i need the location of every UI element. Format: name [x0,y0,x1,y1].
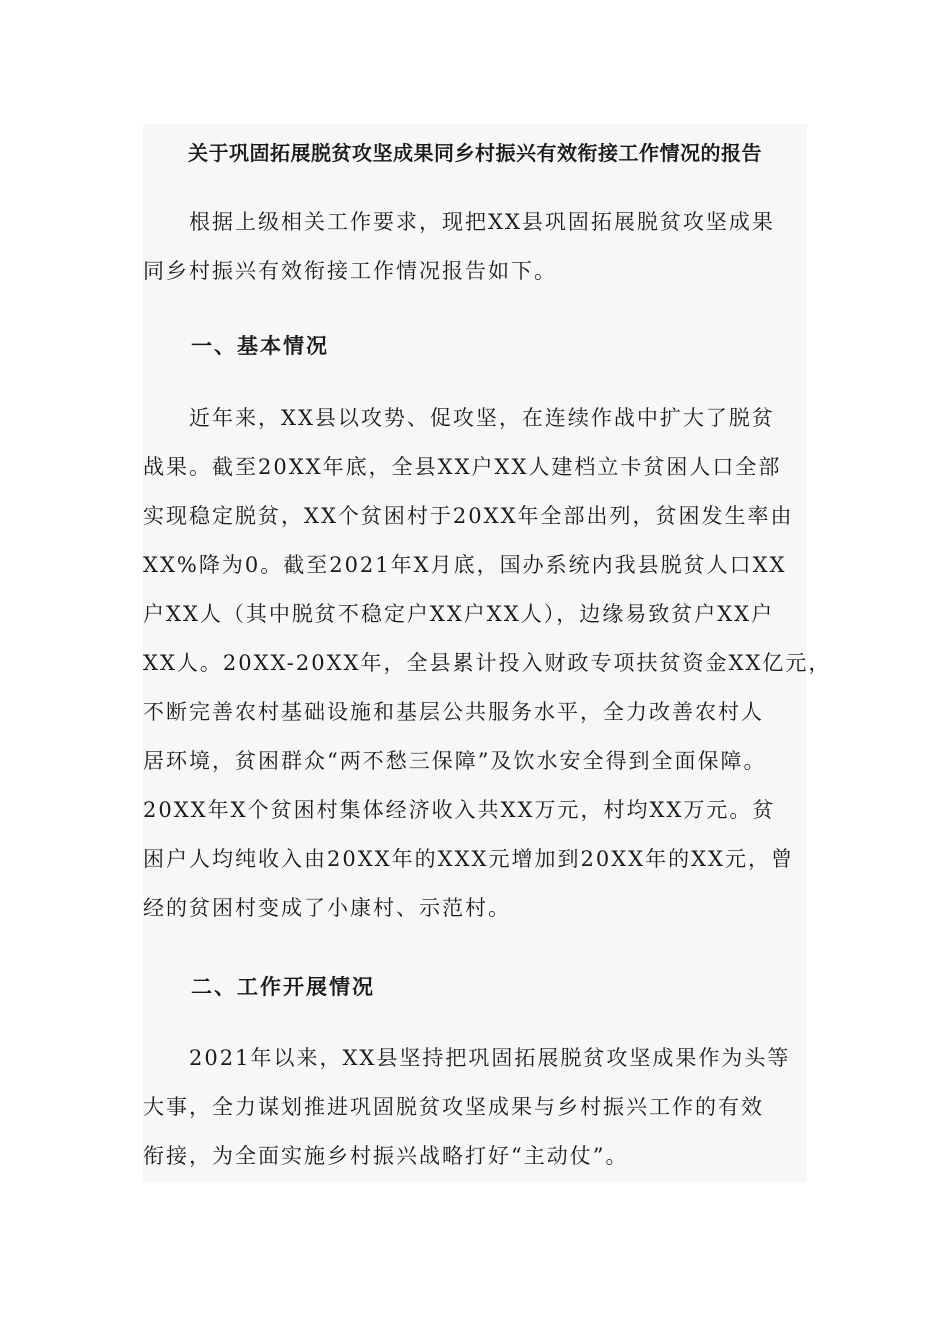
section2-heading: 二、工作开展情况 [191,974,375,999]
section1-line: 户XX人（其中脱贫不稳定户XX户XX人），边缘易致贫户XX户 [143,602,775,626]
intro-paragraph [143,198,807,296]
section1-line: 近年来，XX县以攻势、促攻坚，在连续作战中扩大了脱贫 [143,406,775,430]
section2-paragraph [143,1034,807,1181]
section2-line: 大事，全力谋划推进巩固脱贫攻坚成果与乡村振兴工作的有效 [143,1095,764,1119]
section1-line: XX人。20XX-20XX年，全县累计投入财政专项扶贫资金XX亿元， [143,651,832,675]
intro-line: 同乡村振兴有效衔接工作情况报告如下。 [143,259,557,283]
section1-line: 20XX年X个贫困村集体经济收入共XX万元，村均XX万元。贫 [143,798,776,822]
section2-line: 2021年以来，XX县坚持把巩固拓展脱贫攻坚成果作为头等 [143,1046,791,1070]
section1-line: 实现稳定脱贫，XX个贫困村于20XX年全部出列，贫困发生率由 [143,504,794,528]
section1-line: 困户人均纯收入由20XX年的XXX元增加到20XX年的XX元，曾 [143,847,794,871]
section1-line: 经的贫困村变成了小康村、示范村。 [143,896,511,920]
intro-line: 根据上级相关工作要求，现把XX县巩固拓展脱贫攻坚成果 [143,210,775,234]
section1-line: 战果。截至20XX年底，全县XX户XX人建档立卡贫困人口全部 [143,455,782,479]
section1-line: 居环境，贫困群众“两不愁三保障”及饮水安全得到全面保障。 [143,749,767,773]
section1-heading: 一、基本情况 [191,333,329,358]
document-title: 关于巩固拓展脱贫攻坚成果同乡村振兴有效衔接工作情况的报告 [188,141,762,165]
section1-line: XX%降为0。截至2021年X月底，国办系统内我县脱贫人口XX [143,553,787,577]
section1-line: 不断完善农村基础设施和基层公共服务水平，全力改善农村人 [143,700,764,724]
section2-line: 衔接，为全面实施乡村振兴战略打好“主动仗”。 [143,1144,629,1168]
section1-paragraph [143,394,832,933]
